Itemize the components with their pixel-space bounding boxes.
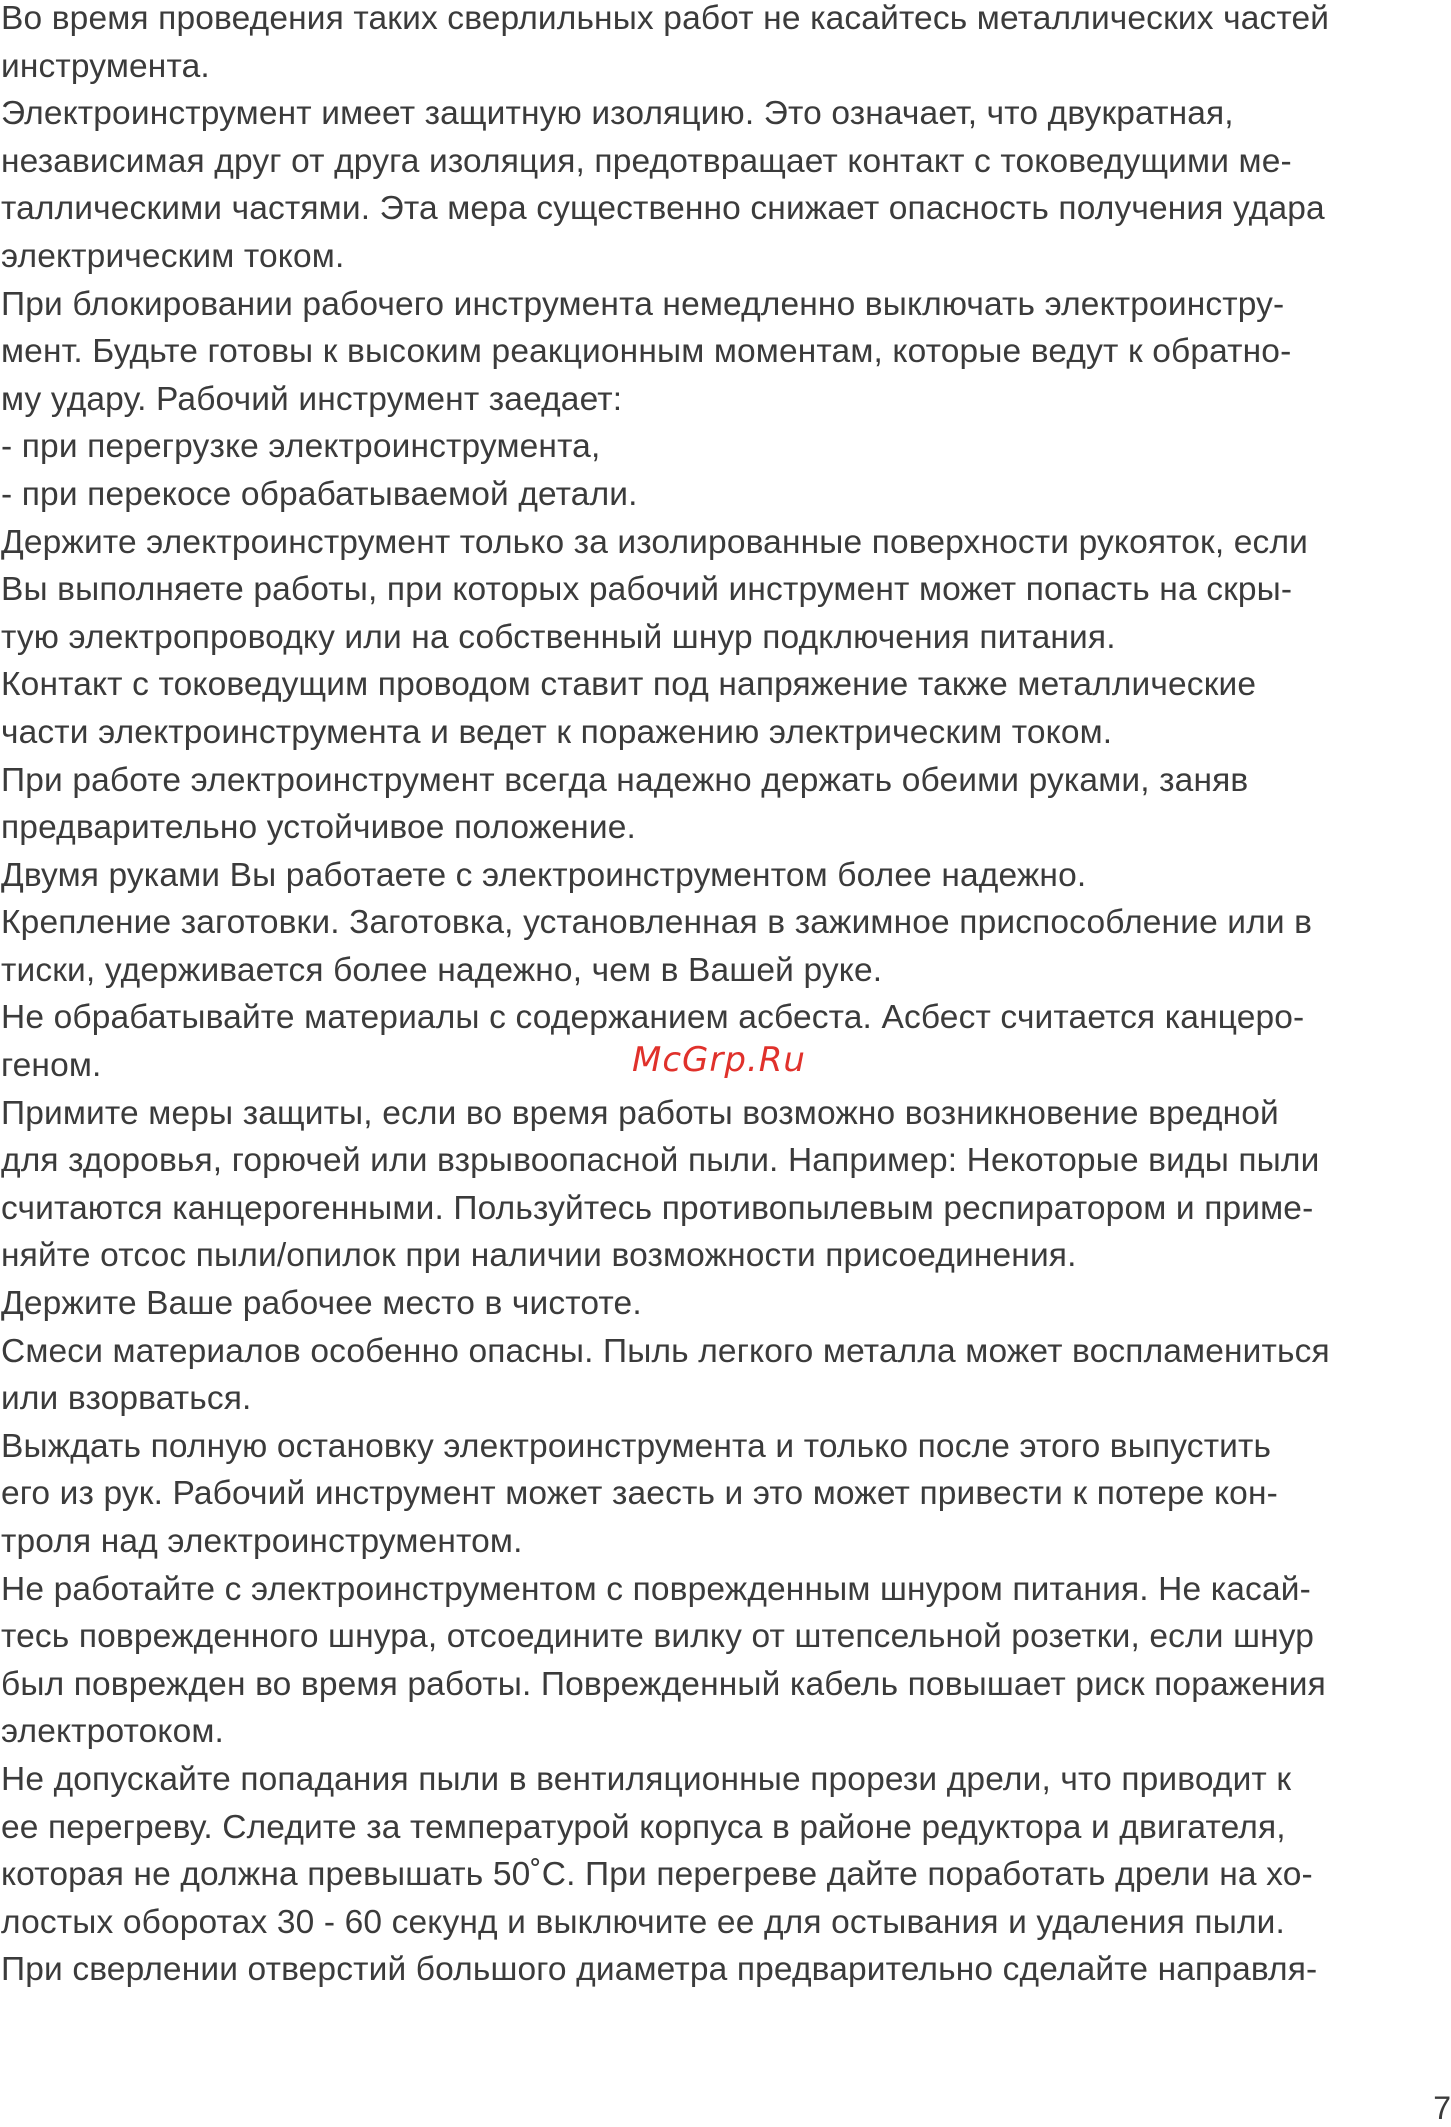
text-line: которая не должна превышать 50˚С. При перегреве дайте поработать дрели на хо- [1,1856,1313,1894]
text-line: электрическим током. [1,237,345,275]
text-line: инструмента. [1,47,210,85]
text-line: или взорваться. [1,1380,252,1418]
text-line: му удару. Рабочий инструмент заедает: [1,380,623,418]
text-line: - при перекосе обрабатываемой детали. [1,475,638,513]
text-line: для здоровья, горючей или взрывоопасной пыли. Например: Некоторые виды пыли [1,1142,1320,1180]
text-line: Держите Ваше рабочее место в чистоте. [1,1285,642,1323]
text-line: предварительно устойчивое положение. [1,809,636,847]
text-line: При сверлении отверстий большого диаметра предварительно сделайте направля- [1,1951,1318,1989]
text-line: тесь поврежденного шнура, отсоедините вилку от штепсельной розетки, если шнур [1,1618,1315,1656]
text-line: Двумя руками Вы работаете с электроинструментом более надежно. [1,856,1087,894]
text-line: няйте отсос пыли/опилок при наличии возможности присоединения. [1,1237,1077,1275]
text-line: мент. Будьте готовы к высоким реакционным моментам, которые ведут к обратно- [1,333,1292,371]
text-line: был поврежден во время работы. Поврежденный кабель повышает риск поражения [1,1665,1326,1703]
text-line: Крепление заготовки. Заготовка, установленная в зажимное приспособление или в [1,904,1313,942]
text-line: Держите электроинструмент только за изолированные поверхности рукояток, если [1,523,1309,561]
text-line: Не работайте с электроинструментом с поврежденным шнуром питания. Не касай- [1,1570,1311,1608]
text-line: части электроинструмента и ведет к поражению электрическим током. [1,713,1113,751]
text-line: ее перегреву. Следите за температурой корпуса в районе редуктора и двигателя, [1,1808,1286,1846]
text-line: Смеси материалов особенно опасны. Пыль легкого металла может воспламениться [1,1332,1330,1370]
text-line: Выждать полную остановку электроинструмента и только после этого выпустить [1,1427,1272,1465]
text-line: Не обрабатывайте материалы с содержанием асбеста. Асбест считается канцеро- [1,999,1305,1037]
text-line: геном. [1,1047,102,1085]
text-line: тую электропроводку или на собственный шнур подключения питания. [1,618,1116,656]
body-text [1,0,1451,1994]
text-line: - при перегрузке электроинструмента, [1,428,601,466]
text-line: его из рук. Рабочий инструмент может заесть и это может привести к потере кон- [1,1475,1278,1513]
text-line: считаются канцерогенными. Пользуйтесь противопылевым респиратором и приме- [1,1189,1314,1227]
page-number: 7 [1433,2090,1451,2126]
watermark: McGrp.Ru [632,1040,806,1080]
text-line: Не допускайте попадания пыли в вентиляционные прорези дрели, что приводит к [1,1760,1292,1798]
text-line: Контакт с токоведущим проводом ставит под напряжение также металлические [1,666,1257,704]
text-line: таллическими частями. Эта мера существенно снижает опасность получения удара [1,190,1325,228]
text-line: тиски, удерживается более надежно, чем в Вашей руке. [1,951,883,989]
text-line: При блокировании рабочего инструмента немедленно выключать электроинстру- [1,285,1285,323]
text-line: При работе электроинструмент всегда надежно держать обеими руками, заняв [1,761,1249,799]
text-line: Электроинструмент имеет защитную изоляцию. Это означает, что двукратная, [1,95,1234,133]
text-line: Во время проведения таких сверлильных работ не касайтесь металлических частей [1,0,1330,37]
text-line: независимая друг от друга изоляция, предотвращает контакт с токоведущими ме- [1,142,1292,180]
text-line: Примите меры защиты, если во время работы возможно возникновение вредной [1,1094,1279,1132]
text-line: Вы выполняете работы, при которых рабочий инструмент может попасть на скры- [1,571,1293,609]
text-line: троля над электроинструментом. [1,1523,523,1560]
text-line: лостых оборотах 30 - 60 секунд и выключите ее для остывания и удаления пыли. [1,1903,1285,1941]
text-line: электротоком. [1,1713,224,1751]
